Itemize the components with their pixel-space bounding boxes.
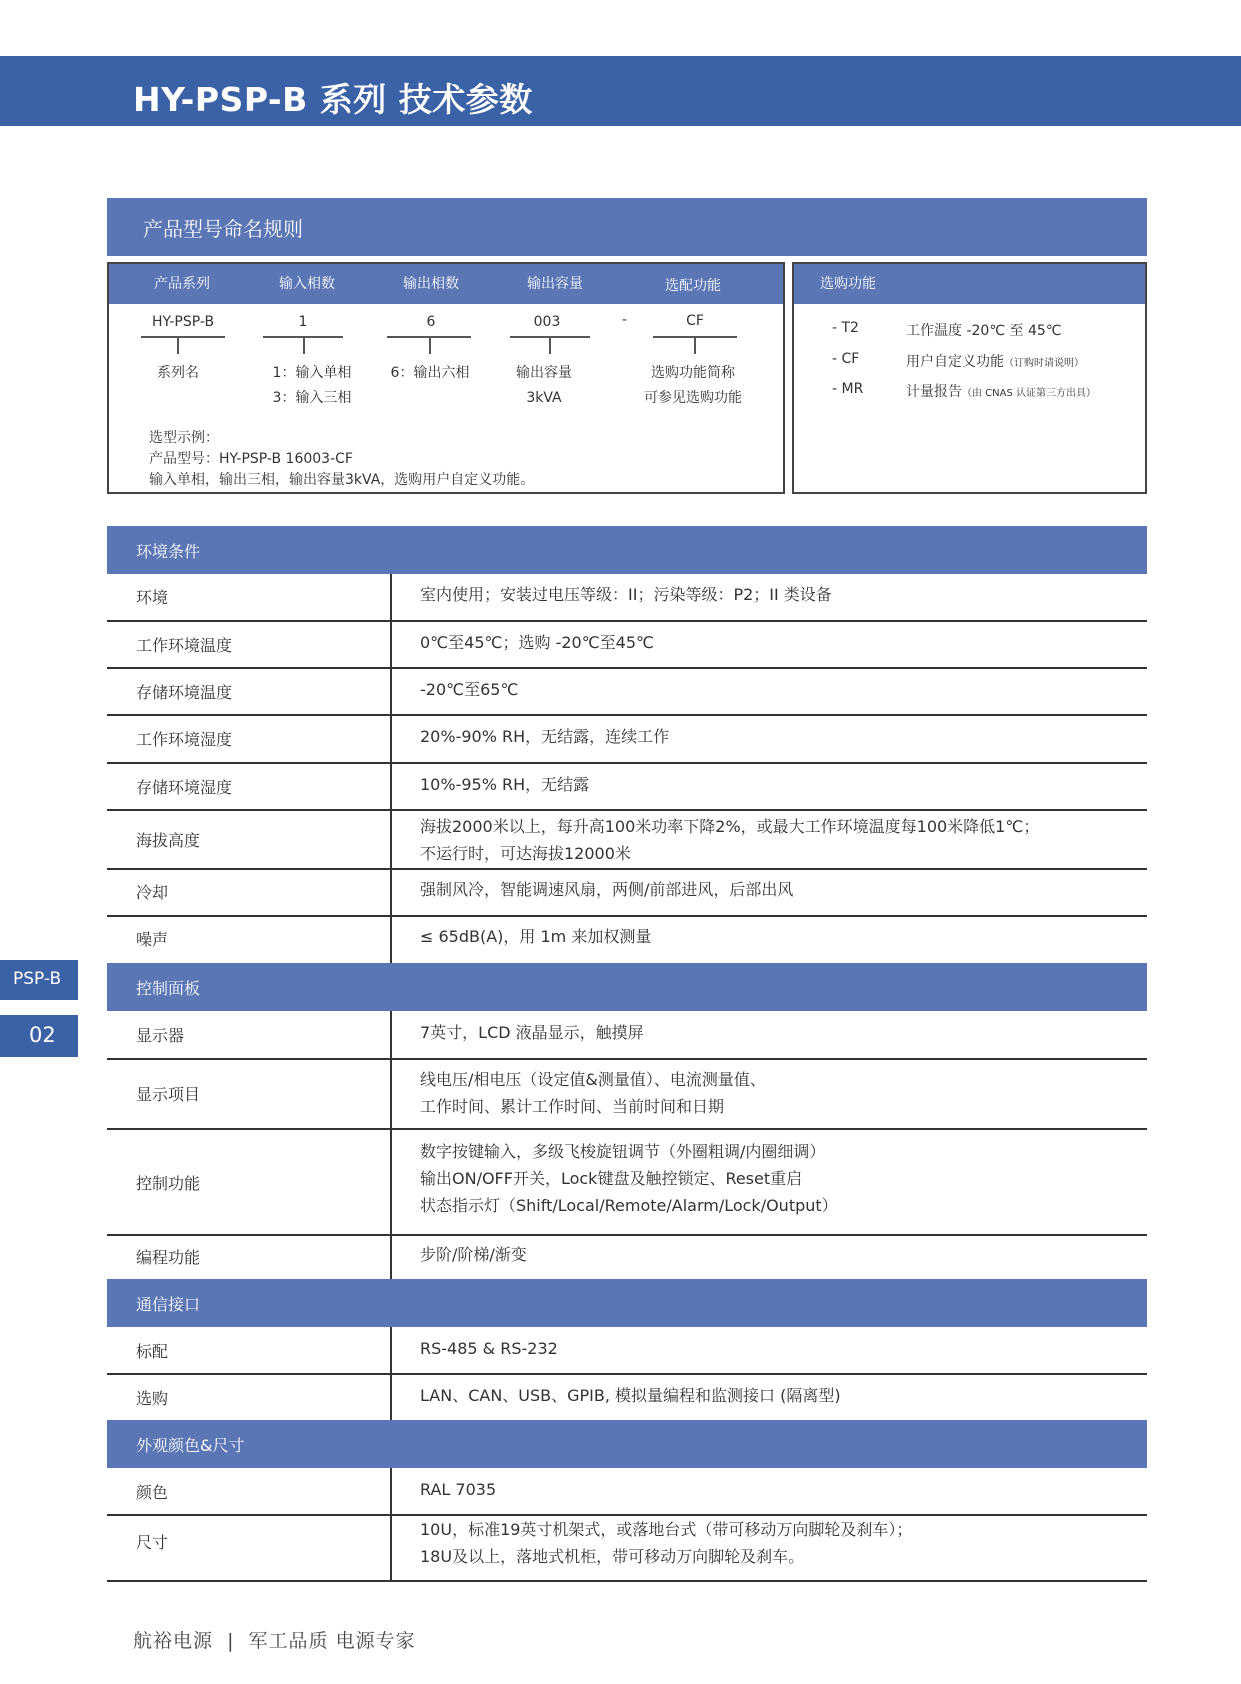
row-value [420, 1516, 912, 1570]
value-line: 状态指示灯（Shift/Local/Remote/Alarm/Lock/Output） [420, 1196, 838, 1215]
option-desc [906, 320, 1061, 340]
section-title-appearance: 外观颜色&尺寸 [136, 1436, 245, 1455]
row-label: 标配 [136, 1342, 169, 1361]
row-label: 显示器 [136, 1026, 185, 1045]
option-code: - T2 [832, 320, 859, 336]
row-divider [107, 809, 1147, 811]
row-label: 编程功能 [136, 1248, 201, 1267]
section-title-communication: 通信接口 [136, 1295, 201, 1314]
desc-output-phase [365, 361, 495, 386]
row-label: 颜色 [136, 1483, 169, 1502]
row-value: 20%-90% RH，无结露，连续工作 [420, 727, 670, 746]
row-label: 显示项目 [136, 1085, 201, 1104]
desc-line: 1：输入单相 [272, 365, 352, 381]
column-divider [390, 1011, 392, 1279]
column-head-series: 产品系列 [154, 276, 210, 292]
code-series: HY-PSP-B [151, 314, 215, 330]
row-divider [107, 1234, 1147, 1236]
row-value: 室内使用；安装过电压等级：II；污染等级：P2；II 类设备 [420, 585, 832, 604]
value-line: 输出ON/OFF开关，Lock键盘及触控锁定、Reset重启 [420, 1169, 803, 1188]
example-label: 选型示例： [149, 430, 219, 446]
desc-line: 系列名 [157, 365, 199, 381]
footer-slogan: 航裕电源 | 军工品质 电源专家 [133, 1630, 416, 1652]
options-head-label: 选购功能 [820, 276, 876, 292]
row-label: 控制功能 [136, 1174, 201, 1193]
row-value: 强制风冷，智能调速风扇，两侧/前部进风，后部出风 [420, 880, 794, 899]
code-tick [303, 337, 305, 354]
row-label: 存储环境湿度 [136, 778, 233, 797]
desc-input-phase [247, 361, 377, 411]
row-label: 选购 [136, 1389, 169, 1408]
column-divider [390, 1468, 392, 1581]
section-title-control-panel: 控制面板 [136, 979, 201, 998]
desc-capacity [479, 361, 609, 411]
option-desc-text: 计量报告 [906, 384, 962, 400]
row-divider [107, 620, 1147, 622]
row-value: 10%-95% RH，无结露 [420, 775, 590, 794]
row-divider [107, 762, 1147, 764]
row-label: 工作环境湿度 [136, 730, 233, 749]
code-tick [429, 337, 431, 354]
row-value: 步阶/阶梯/渐变 [420, 1245, 527, 1264]
code-tick [549, 337, 551, 354]
row-value: LAN、CAN、USB、GPIB, 模拟量编程和监测接口 (隔离型) [420, 1386, 841, 1405]
row-divider [107, 714, 1147, 716]
row-label: 尺寸 [136, 1533, 169, 1552]
column-head-option: 选配功能 [665, 278, 721, 294]
row-divider [107, 868, 1147, 870]
option-note: （由 CNAS 认证第三方出具） [962, 388, 1097, 399]
row-value [420, 1066, 766, 1120]
value-line: 18U及以上，落地式机柜，带可移动万向脚轮及刹车。 [420, 1547, 805, 1566]
example-model: 产品型号：HY-PSP-B 16003-CF [149, 451, 353, 467]
page-title: HY-PSP-B 系列 技术参数 [133, 80, 533, 119]
column-head-input-phase: 输入相数 [279, 276, 335, 292]
naming-rules-title: 产品型号命名规则 [143, 217, 303, 241]
row-divider [107, 667, 1147, 669]
row-label: 冷却 [136, 883, 169, 902]
column-head-output-phase: 输出相数 [403, 276, 459, 292]
row-divider [107, 915, 1147, 917]
row-divider [107, 1128, 1147, 1130]
value-line: 海拔2000米以上，每升高100米功率下降2%，或最大工作环境温度每100米降低1℃； [420, 817, 1040, 836]
row-label: 噪声 [136, 930, 169, 949]
option-desc-text: 工作温度 -20℃ 至 45℃ [906, 323, 1062, 339]
row-value: RS-485 & RS-232 [420, 1339, 558, 1358]
value-line: 不运行时，可达海拔12000米 [420, 844, 631, 863]
value-line: 数字按键输入，多级飞梭旋钮调节（外圈粗调/内圈细调） [420, 1142, 826, 1161]
value-line: 10U，标准19英寸机架式，或落地台式（带可移动万向脚轮及刹车）； [420, 1520, 913, 1539]
code-output-phase: 6 [426, 314, 436, 330]
option-code: - MR [832, 381, 864, 397]
example-description: 输入单相，输出三相，输出容量3kVA，选购用户自定义功能。 [149, 472, 535, 488]
option-code: - CF [832, 351, 860, 367]
section-header-communication [107, 1279, 1147, 1327]
option-desc [906, 351, 1084, 371]
desc-option [628, 361, 758, 411]
code-option: CF [686, 313, 704, 329]
desc-line: 3kVA [526, 390, 562, 406]
value-line: 工作时间、累计工作时间、当前时间和日期 [420, 1097, 725, 1116]
code-tick [694, 337, 696, 354]
table-bottom-border [107, 1580, 1147, 1582]
column-divider [390, 574, 392, 964]
row-value: -20℃至65℃ [420, 680, 519, 699]
section-header-appearance [107, 1420, 1147, 1468]
option-desc [906, 381, 1096, 401]
desc-line: 输出容量 [516, 365, 572, 381]
column-head-capacity: 输出容量 [527, 276, 583, 292]
row-value: RAL 7035 [420, 1480, 497, 1499]
desc-series [113, 361, 243, 386]
code-tick [177, 337, 179, 354]
option-desc-text: 用户自定义功能 [906, 354, 1004, 370]
row-divider [107, 1058, 1147, 1060]
row-value: 7英寸，LCD 液晶显示，触摸屏 [420, 1023, 644, 1042]
row-value [420, 813, 1039, 867]
desc-line: 6：输出六相 [390, 365, 470, 381]
option-note: （订购时请说明） [1004, 358, 1084, 369]
row-divider [107, 1373, 1147, 1375]
code-input-phase: 1 [298, 314, 308, 330]
row-label: 存储环境温度 [136, 683, 233, 702]
row-label: 工作环境温度 [136, 636, 233, 655]
section-header-control-panel [107, 963, 1147, 1011]
row-value [420, 1138, 838, 1219]
row-label: 环境 [136, 588, 169, 607]
code-dash: - [622, 312, 628, 328]
row-value: 0℃至45℃；选购 -20℃至45℃ [420, 633, 654, 652]
desc-line: 选购功能简称 [651, 365, 735, 381]
code-capacity: 003 [533, 314, 561, 330]
row-label: 海拔高度 [136, 831, 201, 850]
desc-line: 可参见选购功能 [644, 390, 742, 406]
section-header-environment [107, 526, 1147, 574]
side-tab-series-label: PSP-B [13, 969, 62, 989]
code-underline [141, 336, 225, 338]
desc-line: 3：输入三相 [272, 390, 352, 406]
value-line: 线电压/相电压（设定值&测量值）、电流测量值、 [420, 1070, 766, 1089]
page-number: 02 [29, 1023, 56, 1047]
section-title-environment: 环境条件 [136, 542, 201, 561]
row-value: ≤ 65dB(A)，用 1m 来加权测量 [420, 927, 652, 946]
